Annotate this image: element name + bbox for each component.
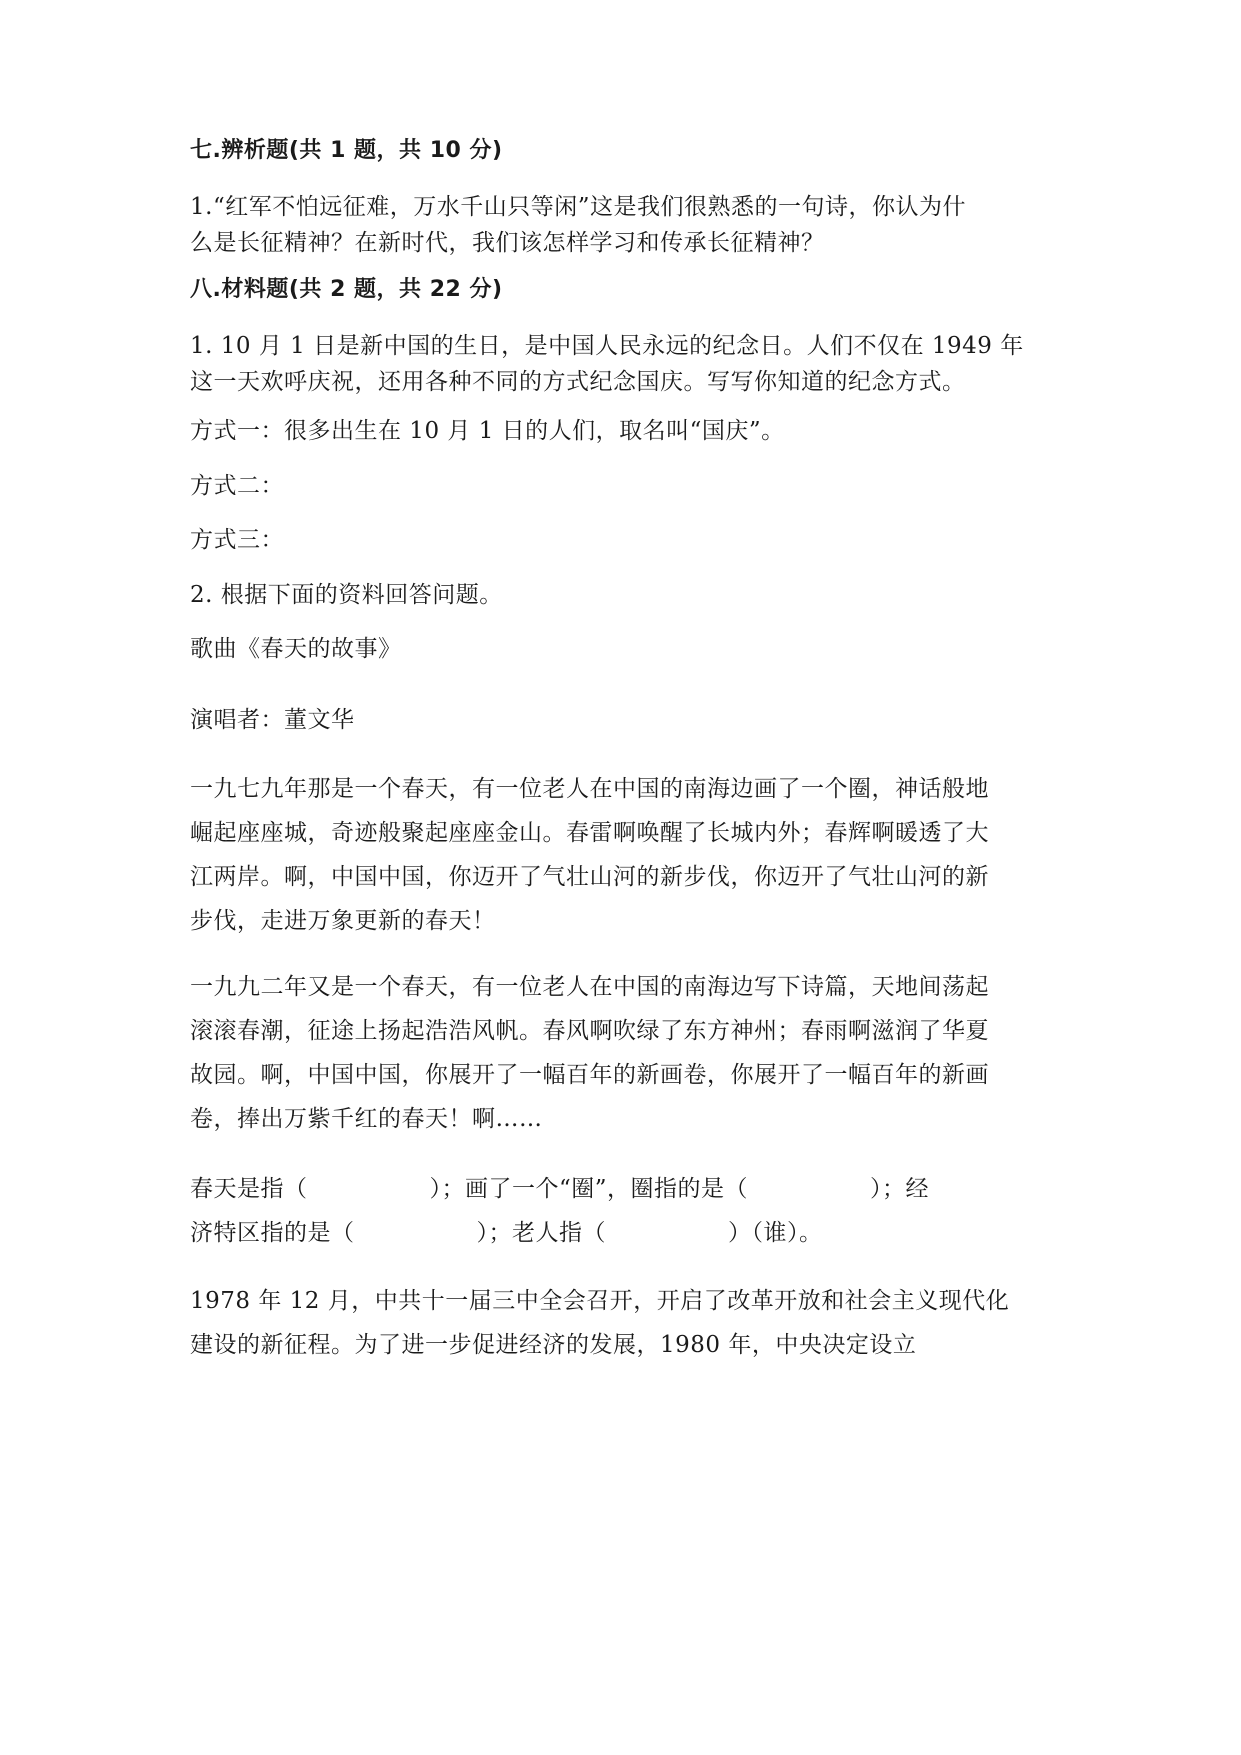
fill-b1: 济特区指的是（: [190, 1220, 355, 1246]
song-title: 歌曲《春天的故事》: [190, 636, 402, 662]
para1-line1: 一九七九年那是一个春天，有一位老人在中国的南海边画了一个圈，神话般地: [190, 776, 989, 802]
para2-line3: 故园。啊，中国中国，你展开了一幅百年的新画卷，你展开了一幅百年的新画: [190, 1062, 989, 1088]
song-singer: 演唱者：董文华: [190, 707, 355, 733]
para1-line4: 步伐，走进万象更新的春天！: [190, 908, 496, 934]
fill-b2: ）；老人指（: [476, 1220, 606, 1246]
para3-line2: 建设的新征程。为了进一步促进经济的发展，1980 年，中央决定设立: [190, 1332, 917, 1358]
para1-line3: 江两岸。啊，中国中国，你迈开了气壮山河的新步伐，你迈开了气壮山河的新: [190, 864, 989, 890]
para2-line2: 滚滚春潮，征途上扬起浩浩风帆。春风啊吹绿了东方神州；春雨啊滋润了华夏: [190, 1018, 989, 1044]
s8-q1-way2: 方式二：: [190, 473, 284, 499]
fill-in-line1: [190, 1174, 1046, 1204]
fill-in-line2: [190, 1218, 823, 1248]
fill-b3: ）（谁）。: [728, 1220, 823, 1246]
para1-line2: 崛起座座城，奇迹般聚起座座金山。春雷啊唤醒了长城内外；春辉啊暖透了大: [190, 820, 989, 846]
s8-q1-way3: 方式三：: [190, 527, 284, 553]
para2-line4: 卷，捧出万紫千红的春天！啊……: [190, 1106, 543, 1132]
s7-q1-line1: 1.“红军不怕远征难，万水千山只等闲”这是我们很熟悉的一句诗，你认为什: [190, 194, 966, 220]
fill-a3: ）；经: [870, 1176, 930, 1202]
section-7-title: [190, 136, 503, 166]
section-7-title-text: 七.辨析题(共 1 题，共 10 分): [190, 138, 503, 163]
s8-q1-line2: 这一天欢呼庆祝，还用各种不同的方式纪念国庆。写写你知道的纪念方式。: [190, 369, 966, 395]
para2-line1: 一九九二年又是一个春天，有一位老人在中国的南海边写下诗篇，天地间荡起: [190, 974, 989, 1000]
s8-q2-intro: 2. 根据下面的资料回答问题。: [190, 582, 503, 608]
section-8-title: 八.材料题(共 2 题，共 22 分): [190, 277, 503, 302]
fill-a1: 春天是指（: [190, 1176, 308, 1202]
s7-q1-line2: 么是长征精神？在新时代，我们该怎样学习和传承长征精神？: [190, 230, 825, 256]
para3-line1: 1978 年 12 月，中共十一届三中全会召开，开启了改革开放和社会主义现代化: [190, 1288, 1010, 1314]
s8-q1-way1: 方式一：很多出生在 10 月 1 日的人们，取名叫“国庆”。: [190, 418, 785, 444]
s8-q1-line1: 1. 10 月 1 日是新中国的生日，是中国人民永远的纪念日。人们不仅在 1949 年: [190, 333, 1024, 359]
fill-a2: ）；画了一个“圈”，圈指的是（: [429, 1176, 749, 1202]
